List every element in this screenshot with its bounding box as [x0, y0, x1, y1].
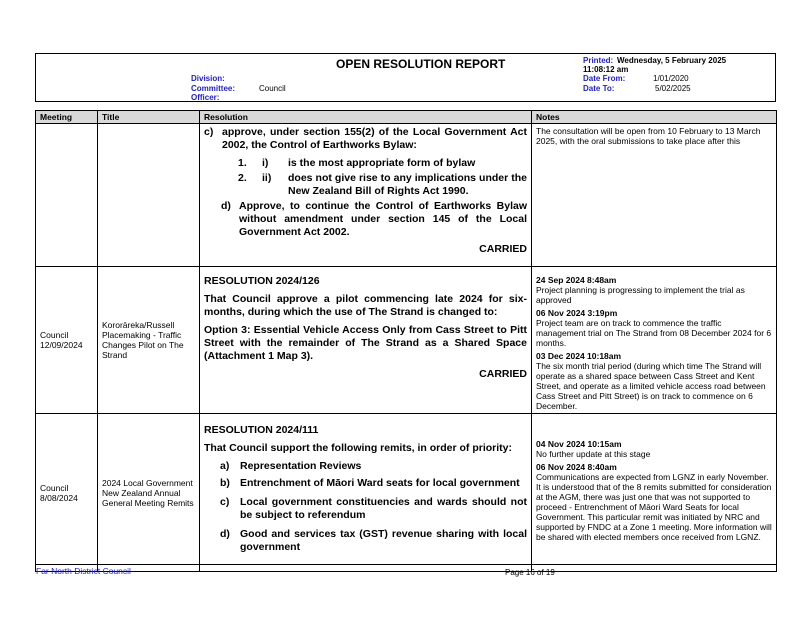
title-cell: [98, 124, 200, 267]
list-item: [204, 477, 527, 490]
note-date: 06 Nov 2024 3:19pm: [536, 308, 618, 318]
date-to-label: Date To:: [583, 84, 615, 93]
committee-label: Committee:: [191, 84, 236, 93]
resolution-paragraph: That Council approve a pilot commencing late 2024 for six-months, during which the use of The Strand is changed to:: [204, 293, 527, 318]
note-date: 04 Nov 2024 10:15am: [536, 439, 622, 449]
resolution-heading: RESOLUTION 2024/126: [204, 275, 320, 287]
note-date: 24 Sep 2024 8:48am: [536, 275, 617, 285]
item-num: 2.: [238, 172, 247, 184]
meeting-cell: Council 8/08/2024: [36, 414, 98, 572]
item-key: d): [221, 200, 231, 212]
resolution-table: [35, 110, 777, 572]
note-text: Communications are expected from LGNZ in early November. It is understood that of the 8 remits submitted for consideration at the AGM, there was just one that was not supported to proceed - Entrenchment of Māori Ward Seats for local Government. This particular remit was initiated by NRC and supported by FNDC at a Zone 1 meeting. More information will be shared with elected members once received from LGNZ.: [536, 472, 772, 542]
note-text: The six month trial period (during which time The Strand will operate as a shared space between Cass Street and Kent Street, and operate as a limited vehicle access road between Cass Street and Pitt Street) is on track to commence on 6 December.: [536, 361, 766, 411]
printed-value: Wednesday, 5 February 2025: [617, 56, 727, 65]
resolution-cell: [200, 267, 532, 414]
note-text: No further update at this stage: [536, 449, 651, 459]
note-date: 03 Dec 2024 10:18am: [536, 351, 622, 361]
item-text: does not give rise to any implications under the New Zealand Bill of Rights Act 1990.: [288, 172, 527, 197]
carried-label: CARRIED: [479, 368, 527, 380]
report-title: OPEN RESOLUTION REPORT: [336, 57, 506, 71]
officer-label: Officer:: [191, 93, 220, 102]
title-cell: 2024 Local Government New Zealand Annual General Meeting Remits: [98, 414, 200, 572]
item-text: Approve, to continue the Control of Earthworks Bylaw without amendment under section 145 of the Local Government Act 2002.: [239, 200, 527, 238]
item-key: c): [204, 126, 214, 138]
note-text: Project planning is progressing to implement the trial as approved: [536, 285, 745, 305]
notes-cell: [532, 267, 777, 414]
page-number: Page 16 of 19: [505, 568, 555, 577]
table-row: [36, 267, 777, 414]
table-header-row: [36, 111, 777, 124]
resolution-cell: [200, 414, 532, 572]
item-key: ii): [262, 172, 272, 184]
date-from-value: 1/01/2020: [653, 74, 689, 83]
item-text: approve, under section 155(2) of the Local Government Act 2002, the Control of Earthworks Bylaw:: [222, 126, 527, 151]
list-item: [204, 528, 527, 554]
col-header-title: Title: [98, 111, 200, 124]
item-key: c): [220, 496, 230, 508]
resolution-option: Option 3: Essential Vehicle Access Only from Cass Street to Pitt Street with the remainder of The Strand as a Shared Space (Attachment 1 Map 3).: [204, 324, 527, 362]
division-label: Division:: [191, 74, 225, 83]
resolution-heading: RESOLUTION 2024/111: [204, 424, 319, 436]
item-key: d): [220, 528, 230, 540]
printed-time: 11:08:12 am: [583, 65, 629, 74]
item-num: 1.: [238, 157, 247, 169]
table-row: [36, 414, 777, 572]
item-key: b): [220, 477, 230, 489]
date-to-value: 5/02/2025: [655, 84, 691, 93]
committee-value: Council: [259, 84, 286, 93]
note-date: 06 Nov 2024 8:40am: [536, 462, 617, 472]
title-cell: Kororāreka/Russell Placemaking - Traffic Changes Pilot on The Strand: [98, 267, 200, 414]
notes-cell: [532, 414, 777, 572]
item-text: Local government constituencies and wards should not be subject to referendum: [240, 496, 527, 521]
report-header: [35, 53, 776, 102]
carried-label: CARRIED: [479, 243, 527, 255]
meeting-cell: [36, 124, 98, 267]
resolution-cell: [200, 124, 532, 267]
meeting-cell: Council 12/09/2024: [36, 267, 98, 414]
note-text: Project team are on track to commence the traffic management trial on The Strand from 08 December 2024 for 6 months.: [536, 318, 772, 348]
notes-cell: [532, 124, 777, 267]
footer-org: Far North District Council: [36, 566, 131, 576]
item-text: Representation Reviews: [240, 460, 362, 472]
col-header-notes: Notes: [532, 111, 777, 124]
item-key: a): [220, 460, 230, 472]
item-text: Entrenchment of Māori Ward seats for local government: [240, 477, 520, 489]
list-item: [204, 460, 527, 473]
item-key: i): [262, 157, 269, 169]
col-header-meeting: Meeting: [36, 111, 98, 124]
footer-divider: [35, 564, 776, 565]
date-from-label: Date From:: [583, 74, 626, 83]
note-text: The consultation will be open from 10 February to 13 March 2025, with the oral submissions to take place after this: [536, 126, 761, 146]
table-row: [36, 124, 777, 267]
item-text: Good and services tax (GST) revenue sharing with local government: [240, 528, 527, 553]
item-text: is the most appropriate form of bylaw: [288, 157, 476, 169]
resolution-paragraph: That Council support the following remits, in order of priority:: [204, 442, 512, 454]
col-header-resolution: Resolution: [200, 111, 532, 124]
printed-label: Printed:: [583, 56, 614, 65]
list-item: [204, 496, 527, 522]
